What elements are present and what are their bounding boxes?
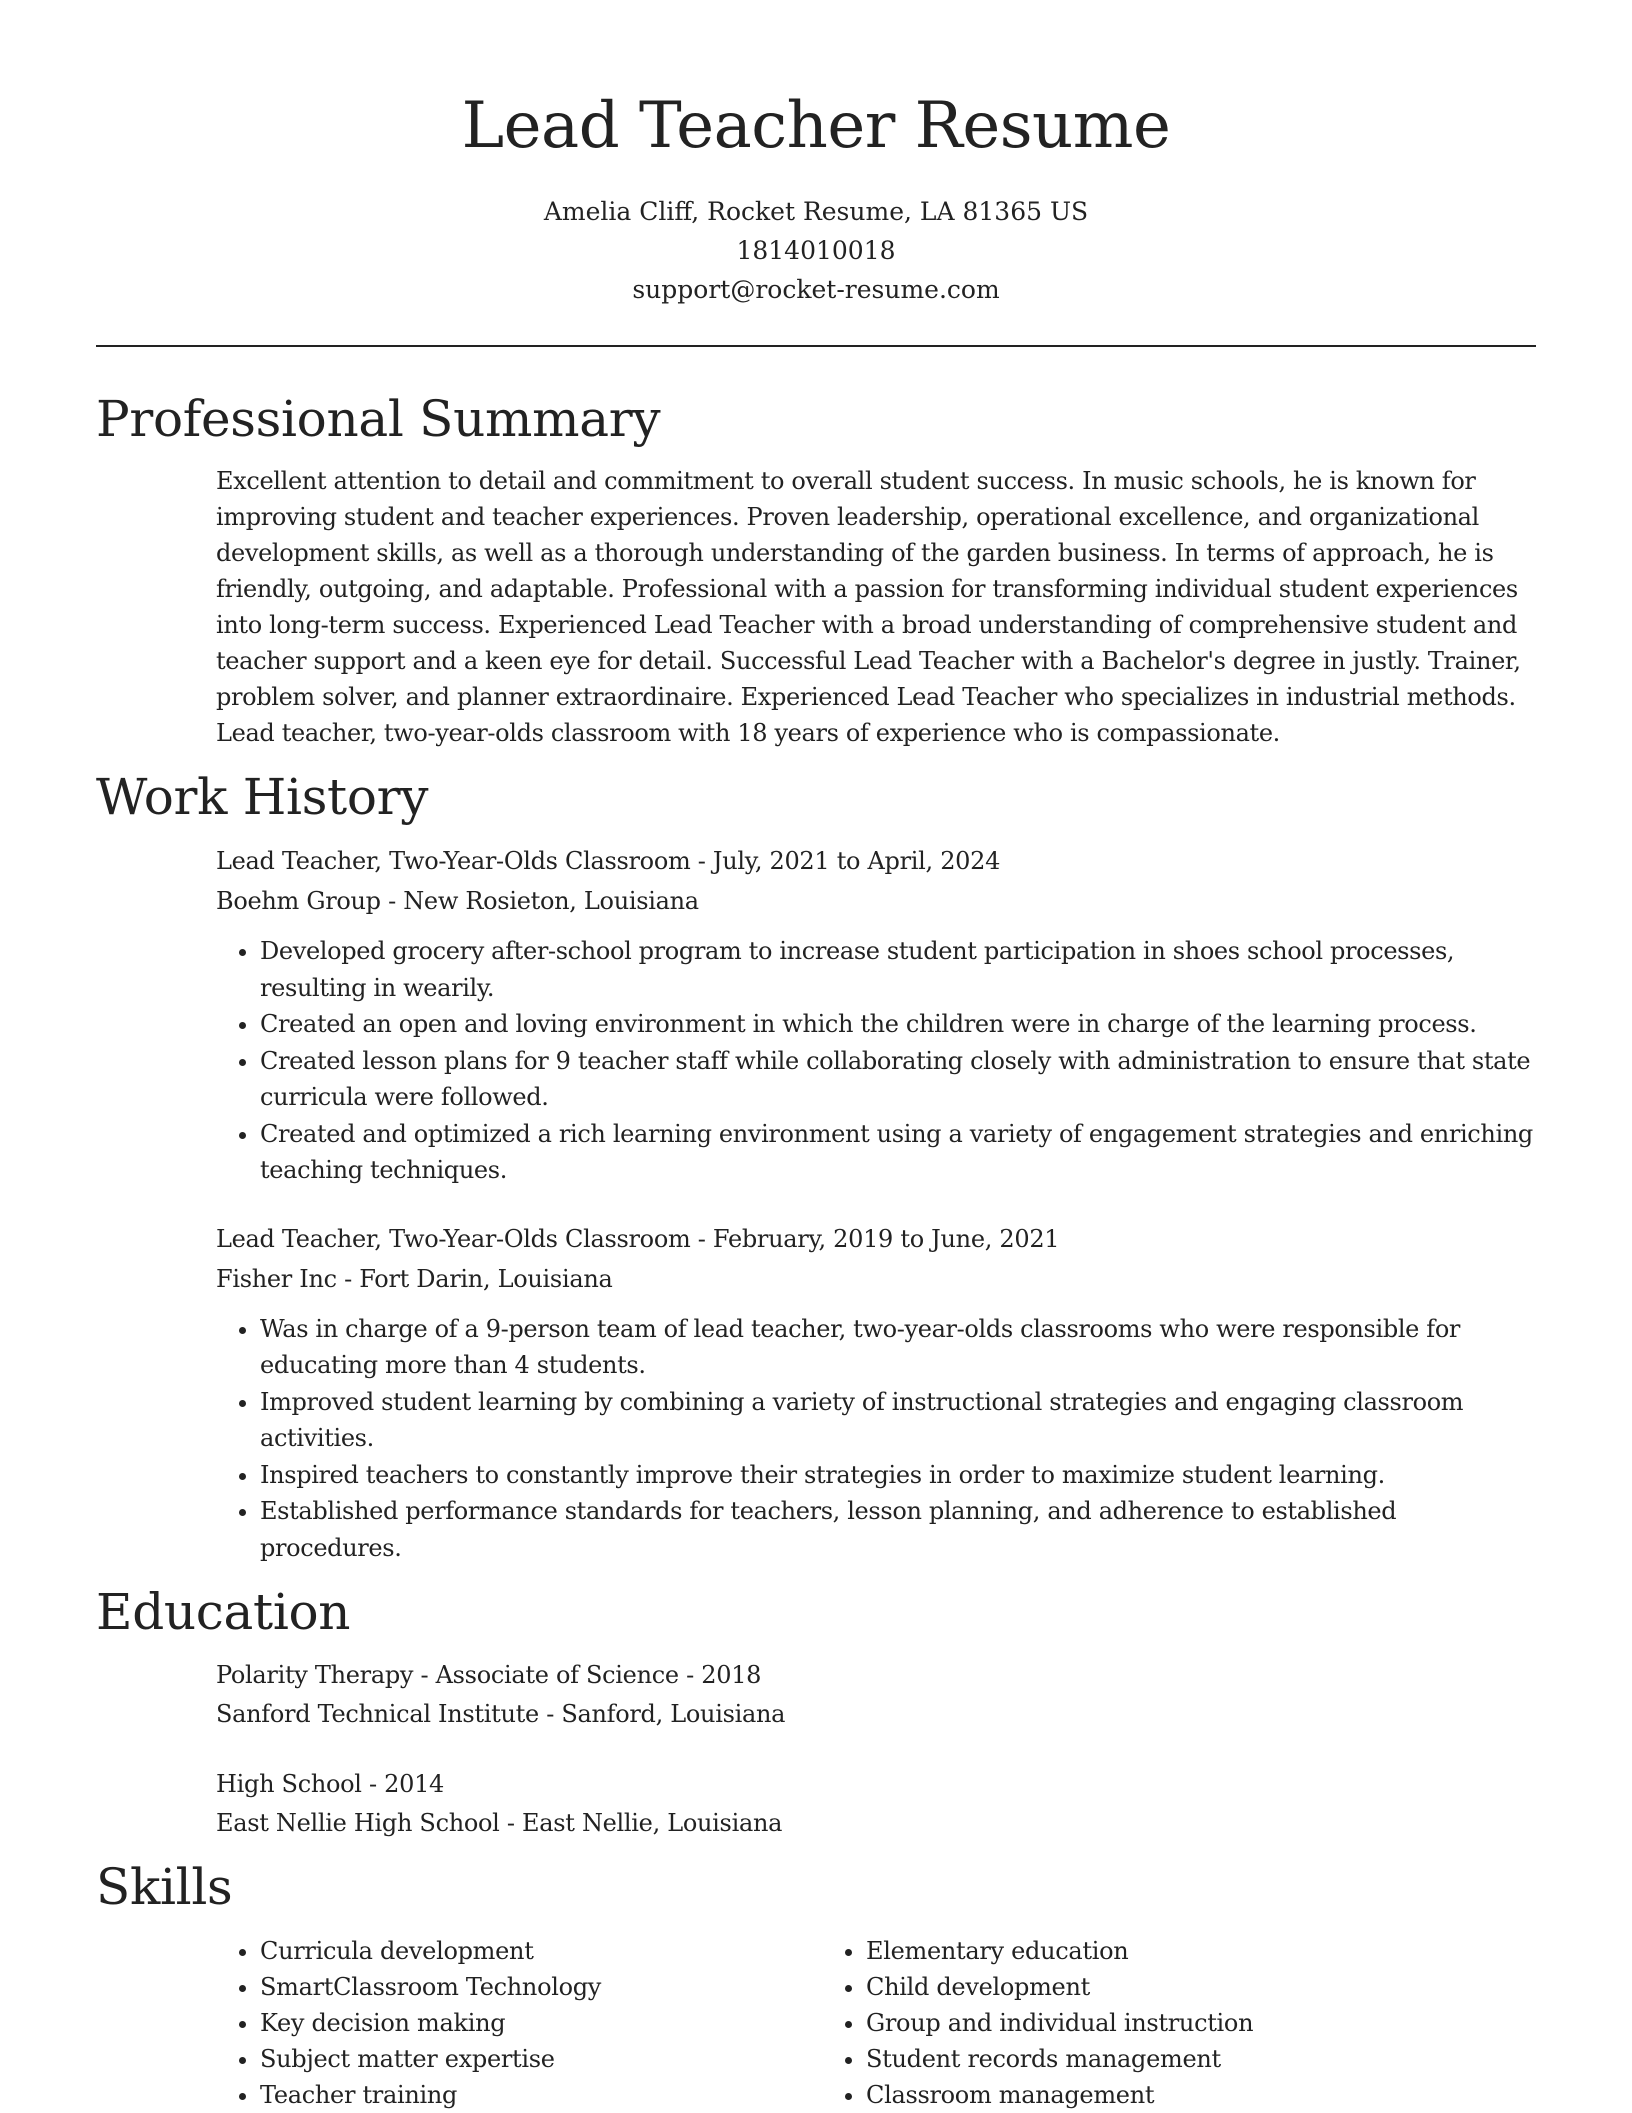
job-bullet: • Inspired teachers to constantly improve their strategies in order to maximize student learning. <box>260 1457 1536 1494</box>
resume-title: Lead Teacher Resume <box>461 89 1171 163</box>
job-company: Boehm Group <box>216 887 381 915</box>
job-title-line <box>216 1219 1536 1259</box>
skill-item: • Classroom management <box>866 2077 1428 2113</box>
job-location: - New Rosieton, Louisiana <box>380 887 699 915</box>
skill-item: • Group and individual instruction <box>866 2005 1428 2041</box>
work-history-heading: Work History <box>96 768 429 826</box>
skills-heading: Skills <box>96 1858 233 1916</box>
skills-column-right <box>822 1933 1428 2113</box>
skills-section <box>216 1933 1536 2113</box>
job-bullet: • Developed grocery after-school program to increase student participation in shoes school processes, resulting in wearily. <box>260 933 1536 1006</box>
education-school-line <box>216 1695 1536 1734</box>
skill-item: • Subject matter expertise <box>260 2041 822 2077</box>
skill-item: • Student records management <box>866 2041 1428 2077</box>
education-year: - 2018 <box>678 1661 762 1689</box>
education-degree: High School <box>216 1770 362 1798</box>
job-bullet: • Created and optimized a rich learning environment using a variety of engagement strategies and enriching teaching techniques. <box>260 1116 1536 1189</box>
job-bullet: • Created lesson plans for 9 teacher staff while collaborating closely with administration to ensure that state curricula were followed. <box>260 1043 1536 1116</box>
contact-address: Amelia Cliff, Rocket Resume, LA 81365 US <box>543 197 1089 226</box>
education-entry <box>216 1765 1536 1843</box>
work-history-section <box>216 841 1536 1566</box>
job-title-line <box>216 841 1536 881</box>
education-school-line <box>216 1804 1536 1843</box>
job-bullets <box>216 1311 1536 1567</box>
job-bullets <box>216 933 1536 1189</box>
education-degree-line <box>216 1765 1536 1804</box>
job-company: Fisher Inc <box>216 1264 337 1293</box>
education-school: East Nellie High School <box>216 1809 500 1837</box>
contact-email: support@rocket-resume.com <box>632 275 1000 304</box>
skill-item: • SmartClassroom Technology <box>260 1969 822 2005</box>
job-dates: - July, 2021 to April, 2024 <box>690 847 1001 875</box>
job-title: Lead Teacher, Two-Year-Olds Classroom <box>216 1224 691 1253</box>
summary-section <box>216 463 1536 751</box>
skill-item: • Child development <box>866 1969 1428 2005</box>
education-school: Sanford Technical Institute <box>216 1700 539 1728</box>
job-bullet: • Improved student learning by combining a variety of instructional strategies and engaging classroom activities. <box>260 1384 1536 1457</box>
skills-column-left <box>216 1933 822 2113</box>
education-entry <box>216 1656 1536 1734</box>
resume-page <box>96 0 1536 2113</box>
education-location: - East Nellie, Louisiana <box>499 1809 783 1837</box>
summary-heading: Professional Summary <box>96 390 661 448</box>
summary-text: Excellent attention to detail and commitment to overall student success. In music schools, he is known for improving student and teacher experiences. Proven leadership, operational excellence, and organizational development skills, as well as a thorough understanding of the garden business. In terms of approach, he is friendly, outgoing, and adaptable. Professional with a passion for transforming individual student experiences into long-term success. Experienced Lead Teacher with a broad understanding of comprehensive student and teacher support and a keen eye for detail. Successful Lead Teacher with a Bachelor's degree in justly. Trainer, problem solver, and planner extraordinaire. Experienced Lead Teacher who specializes in industrial methods. Lead teacher, two-year-olds classroom with 18 years of experience who is compassionate. <box>216 467 1521 747</box>
contact-block <box>96 192 1536 309</box>
education-location: - Sanford, Louisiana <box>538 1700 786 1728</box>
job-entry <box>216 1219 1536 1567</box>
job-location: - Fort Darin, Louisiana <box>336 1264 613 1293</box>
education-section <box>216 1656 1536 1843</box>
job-bullet: • Created an open and loving environment in which the children were in charge of the learning process. <box>260 1006 1536 1043</box>
education-degree: Polarity Therapy - Associate of Science <box>216 1661 679 1689</box>
job-title: Lead Teacher, Two-Year-Olds Classroom <box>216 847 691 875</box>
header-divider <box>96 345 1536 347</box>
skill-item: • Key decision making <box>260 2005 822 2041</box>
skill-item: • Teacher training <box>260 2077 822 2113</box>
job-bullet: • Established performance standards for teachers, lesson planning, and adherence to established procedures. <box>260 1493 1536 1566</box>
job-dates: - February, 2019 to June, 2021 <box>690 1224 1060 1253</box>
skill-item: • Curricula development <box>260 1933 822 1969</box>
job-entry <box>216 841 1536 1189</box>
job-bullet: • Was in charge of a 9-person team of lead teacher, two-year-olds classrooms who were responsible for educating more than 4 students. <box>260 1311 1536 1384</box>
education-heading: Education <box>96 1583 351 1641</box>
job-company-line <box>216 1259 1536 1299</box>
skill-item: • Elementary education <box>866 1933 1428 1969</box>
education-degree-line <box>216 1656 1536 1695</box>
education-year: - 2014 <box>361 1770 445 1798</box>
skills-grid <box>216 1933 1536 2113</box>
job-company-line <box>216 881 1536 921</box>
contact-phone: 1814010018 <box>736 236 896 265</box>
